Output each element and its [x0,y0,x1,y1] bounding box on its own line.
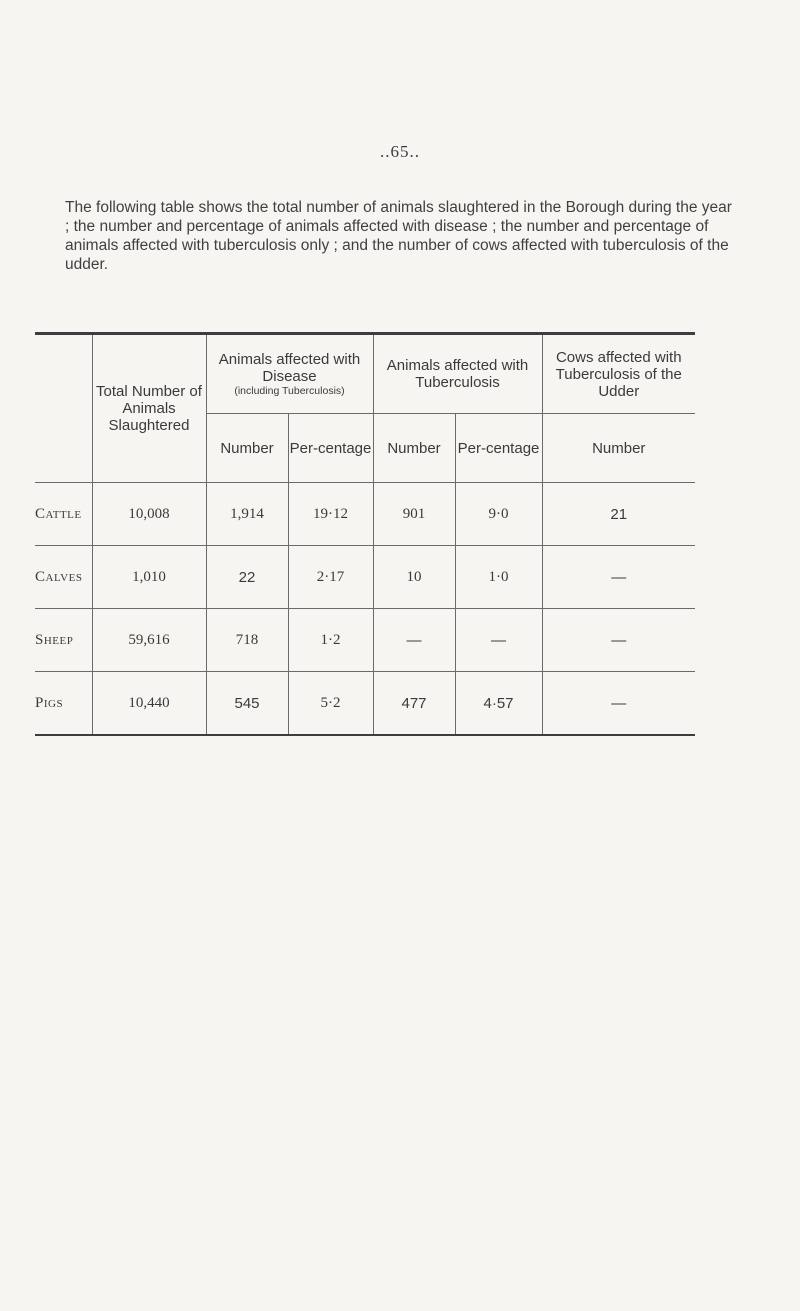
cell-udder-number: 21 [542,483,695,546]
header-tuberculosis-group: Animals affected with Tuberculosis [373,334,542,414]
cell-disease-percentage: 5·2 [288,672,373,736]
cell-tb-percentage: 4·57 [455,672,542,736]
cell-disease-percentage: 1·2 [288,609,373,672]
header-udder-number: Number [542,414,695,483]
cell-tb-percentage: 1·0 [455,546,542,609]
header-disease-group [206,334,373,414]
header-corner [35,334,92,483]
cell-tb-percentage: — [455,609,542,672]
cell-tb-percentage: 9·0 [455,483,542,546]
cell-udder-number: — [542,546,695,609]
table-row-calves [35,546,695,609]
cell-disease-percentage: 19·12 [288,483,373,546]
header-disease-percentage: Per-centage [288,414,373,483]
cell-total: 10,440 [92,672,206,736]
row-label: Calves [35,546,92,609]
cell-disease-number: 718 [206,609,288,672]
table-row-cattle [35,483,695,546]
cell-tb-number: — [373,609,455,672]
cell-tb-number: 10 [373,546,455,609]
header-disease-title: Animals affected with Disease [218,350,361,385]
cell-disease-number: 22 [206,546,288,609]
cell-total: 59,616 [92,609,206,672]
row-label: Cattle [35,483,92,546]
slaughter-statistics-table [35,332,695,736]
cell-disease-percentage: 2·17 [288,546,373,609]
header-udder-group: Cows affected with Tuberculosis of the Udder [542,334,695,414]
table-row-pigs [35,672,695,736]
header-disease-number: Number [206,414,288,483]
table-row-sheep [35,609,695,672]
cell-disease-number: 545 [206,672,288,736]
header-row-top [35,334,695,414]
page-number: ..65.. [380,142,420,161]
cell-total: 10,008 [92,483,206,546]
cell-total: 1,010 [92,546,206,609]
header-disease-note: (including Tuberculosis) [234,384,345,397]
header-tb-number: Number [373,414,455,483]
cell-tb-number: 477 [373,672,455,736]
header-tb-percentage: Per-centage [455,414,542,483]
cell-udder-number: — [542,609,695,672]
row-label: Pigs [35,672,92,736]
cell-disease-number: 1,914 [206,483,288,546]
row-label: Sheep [35,609,92,672]
intro-paragraph: The following table shows the total number of animals slaughtered in the Borough during the year ; the number and percentage of animals affected with disease ; the number and percentage of animals affected with tuberculosis only ; and the number of cows affected with tuberculosis of the udder. [65,198,732,273]
header-total-slaughtered: Total Number of Animals Slaughtered [92,334,206,483]
cell-udder-number: — [542,672,695,736]
cell-tb-number: 901 [373,483,455,546]
